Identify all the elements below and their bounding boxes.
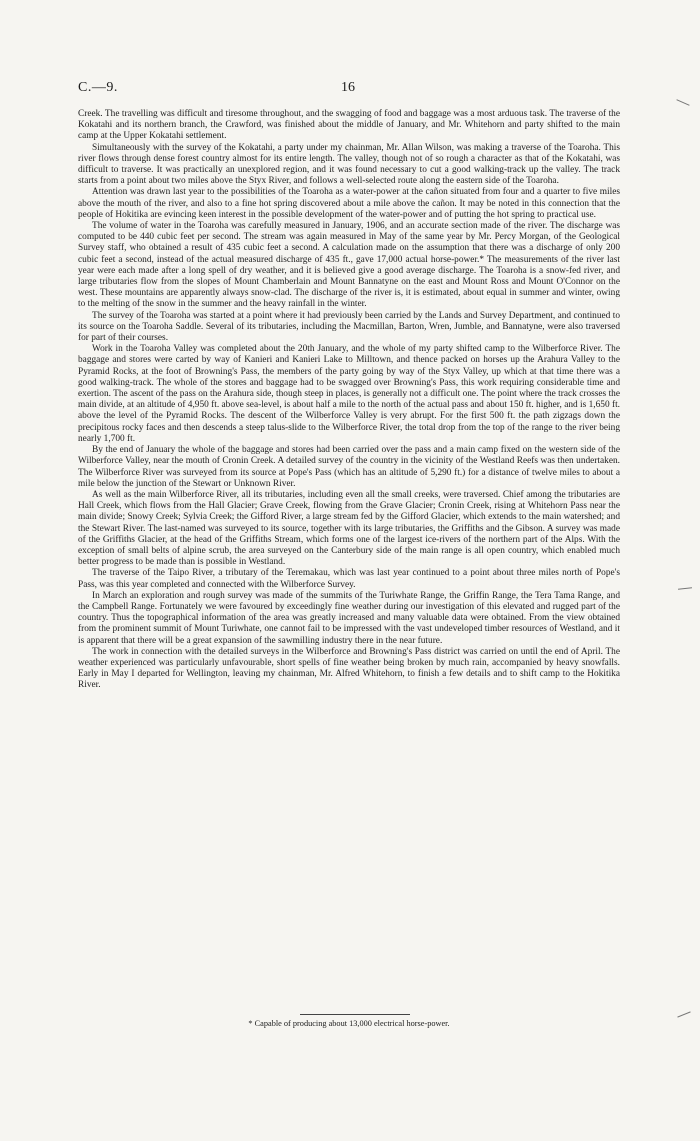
margin-mark-top	[676, 99, 689, 106]
paragraph-6: Work in the Toaroha Valley was completed about the 20th January, and the whole of my party shifted camp to the Wilberforce River. The baggage and stores were carted by way of Kanieri and Kanieri Lake to Milltown, and thence packed on horses up the Arahura Valley to the Pyramid Rocks, at the foot of Browning's Pass, the members of the party going by way of the Styx Valley, up which at that time there was a good walking-track. The whole of the stores and baggage had to be swagged over Browning's Pass, this work requiring considerable time and exertion. The ascent of the pass on the Arahura side, though steep in places, is generally not a difficult one. The point where the track crosses the main divide, at an altitude of 4,950 ft. above sea-level, is about half a mile to the north of the actual pass and about 150 ft. higher, and is 1,650 ft. above the level of the Pyramid Rocks. The descent of the Wilberforce Valley is very abrupt. For the first 500 ft. the path zigzags down the precipitous rocky faces and then descends a steep talus-slide to the Wilberforce River, the total drop from the top of the range to the river being nearly 1,700 ft.	[78, 344, 620, 444]
paper-reference: C.—9.	[78, 80, 118, 95]
paragraph-9: The traverse of the Taipo River, a tributary of the Teremakau, which was last year continued to a point about three miles north of Pope's Pass, was this year completed and connected with the Wilberforce Survey.	[78, 568, 620, 590]
paragraph-8: As well as the main Wilberforce River, all its tributaries, including even all the small creeks, were traversed. Chief among the tributaries are Hall Creek, which flows from the Hall Glacier; Grave Creek, flowing from the Grave Glacier; Cronin Creek, rising at Whitehorn Pass near the main divide; Snowy Creek; Sylvia Creek; the Gifford River, a large stream fed by the Gifford Glacier, which extends to the main watershed; and the Stewart River. The last-named was surveyed to its source, together with its large tributaries, the Griffiths and the Gibson. A survey was made of the Griffiths Glacier, at the head of the Griffiths Stream, which forms one of the largest ice-rivers of the northern part of the Alps. With the exception of small belts of alpine scrub, the area surveyed on the Canterbury side of the main range is all open country, which enabled much better progress to be made than is possible in Westland.	[78, 489, 620, 568]
footnote-rule	[300, 1014, 410, 1015]
paragraph-11: The work in connection with the detailed surveys in the Wilberforce and Browning's Pass district was carried on until the end of April. The weather experienced was particularly unfavourable, short spells of fine weather being broken by much rain, accompanied by heavy snowfalls. Early in May I departed for Wellington, leaving my chainman, Mr. Alfred Whitehorn, to finish a few details and to shift camp to the Hokitika River.	[78, 646, 620, 691]
body-text	[78, 109, 620, 692]
footnote: * Capable of producing about 13,000 electrical horse-power.	[248, 1019, 450, 1028]
paragraph-1: Creek. The travelling was difficult and tiresome throughout, and the swagging of food and baggage was a most arduous task. The traverse of the Kokatahi and its northern branch, the Crawford, was finished about the middle of January, and Mr. Whitehorn and party shifted to the main camp at the Upper Kokatahi settlement.	[78, 109, 620, 142]
page-number: 16	[341, 80, 355, 95]
paragraph-4: The volume of water in the Toaroha was carefully measured in January, 1906, and an accurate section made of the river. The discharge was computed to be 440 cubic feet per second. The stream was again measured in May of the same year by Mr. Percy Morgan, of the Geological Survey staff, who obtained a result of 435 cubic feet a second. A calculation made on the assumption that there was a discharge of only 200 cubic feet a second, instead of the actual measured discharge of 435 ft., gave 17,000 actual horse-power.* The measurements of the river last year were each made after a long spell of dry weather, and it is believed give a good average discharge. The Toaroha is a snow-fed river, and large tributaries flow from the slopes of Mount Chamberlain and Mount Bannatyne on the east and Mount Ross and Mount O'Connor on the west. These mountains are apparently always snow-clad. The discharge of the river is, it is estimated, about equal in summer and winter, owing to the melting of the snow in the summer and the heavy rainfall in the winter.	[78, 221, 620, 310]
margin-mark-bottom	[677, 1011, 690, 1017]
paragraph-5: The survey of the Toaroha was started at a point where it had previously been carried by the Lands and Survey Department, and continued to its source on the Toaroha Saddle. Several of its tributaries, including the Macmillan, Barton, Wren, Jumble, and Bannatyne, were also traversed for part of their courses.	[78, 310, 620, 344]
paragraph-10: In March an exploration and rough survey was made of the summits of the Turiwhate Range, the Griffin Range, the Tera Tama Range, and the Campbell Range. Fortunately we were favoured by exceedingly fine weather during our investigation of this elevated and rugged part of the country. Thus the topographical information of the area was greatly increased and many valuable data were obtained. From the view obtained from the prominent summit of Mount Turiwhate, one cannot fail to be impressed with the vast undeveloped timber resources of Westland, and it is apparent that there will be a great expansion of the sawmilling industry there in the near future.	[78, 590, 620, 646]
paragraph-7: By the end of January the whole of the baggage and stores had been carried over the pass and a main camp fixed on the western side of the Wilberforce Valley, near the mouth of Cronin Creek. A detailed survey of the country in the vicinity of the Westland Reefs was then undertaken. The Wilberforce River was surveyed from its source at Pope's Pass (which has an altitude of 5,290 ft.) for a distance of twelve miles to about a mile below the junction of the Stewart or Unknown River.	[78, 445, 620, 489]
margin-mark-middle	[678, 587, 692, 589]
page-header	[78, 80, 620, 100]
paragraph-2: Simultaneously with the survey of the Kokatahi, a party under my chainman, Mr. Allan Wilson, was making a traverse of the Toaroha. This river flows through dense forest country almost for its entire length. The valley, though not of so rough a character as that of the Kokatahi, was difficult to traverse. It was practically an unexplored region, and it was found necessary to cut a good walking-track up the valley. The track starts from a point about two miles above the Styx River, and follows a well-selected route along the eastern side of the Toaroha.	[78, 142, 620, 187]
paragraph-3: Attention was drawn last year to the possibilities of the Toaroha as a water-power at the cañon situated from four and a quarter to five miles above the mouth of the river, and also to a fine hot spring discovered about a mile above the cañon. It may be noted in this connection that the people of Hokitika are evincing keen interest in the possible development of the water-power and of putting the hot spring to practical use.	[78, 187, 620, 220]
